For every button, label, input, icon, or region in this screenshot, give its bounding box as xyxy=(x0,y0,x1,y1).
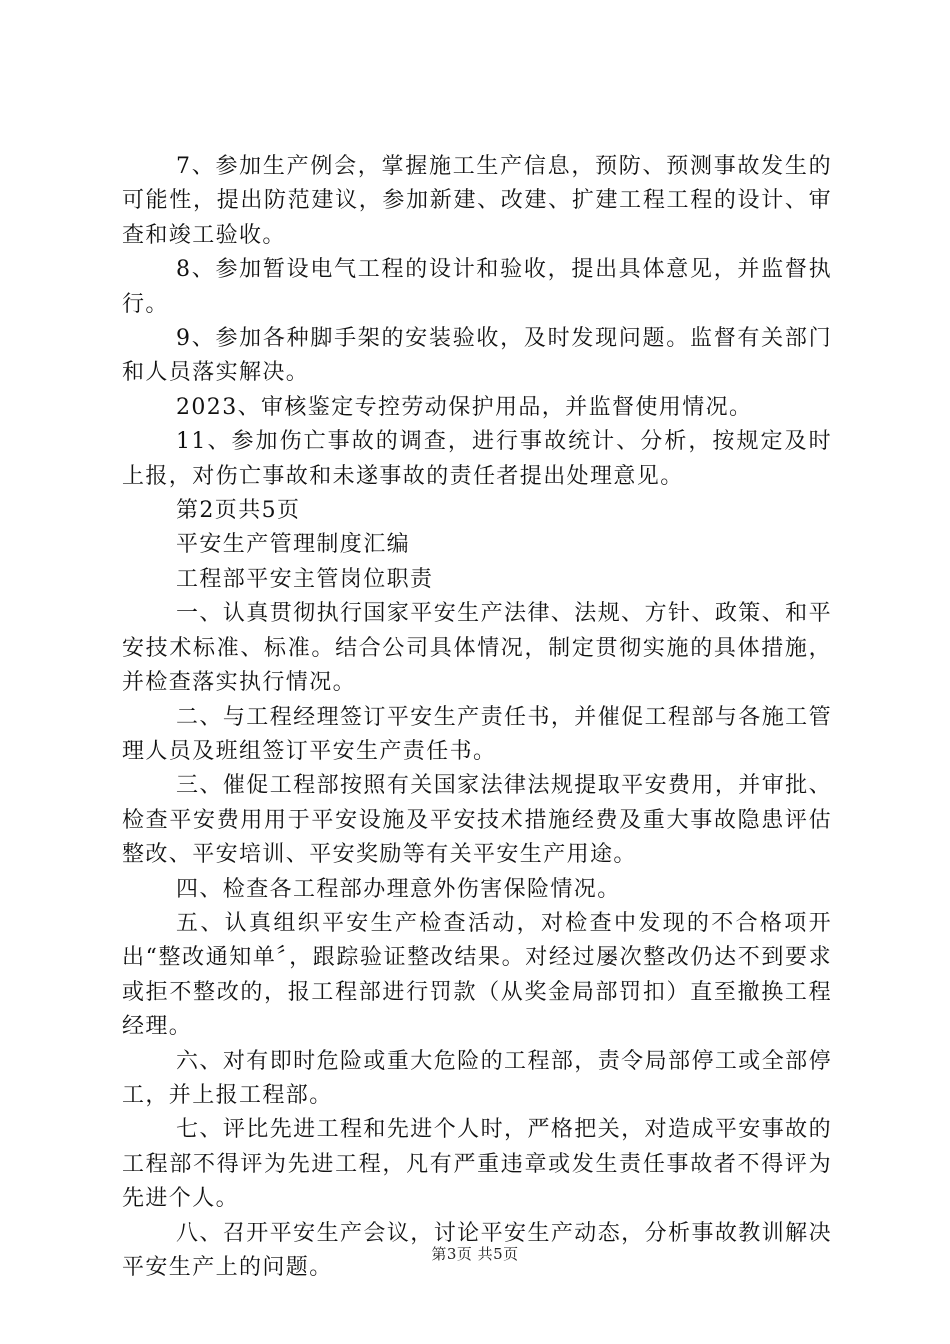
paragraph-item-7: 7、参加生产例会，掌握施工生产信息，预防、预测事故发生的可能性，提出防范建议，参加新建、改建、扩建工程工程的设计、审查和竣工验收。 xyxy=(122,154,832,248)
section-title: 平安生产管理制度汇编 xyxy=(176,532,411,558)
paragraph-item-11: 11、参加伤亡事故的调查，进行事故统计、分析，按规定及时上报，对伤亡事故和未遂事故的责任者提出处理意见。 xyxy=(122,429,832,489)
duty-item-7: 七、评比先进工程和先进个人时，严格把关，对造成平安事故的工程部不得评为先进工程，凡有严重违章或发生责任事故者不得评为先进个人。 xyxy=(122,1117,832,1212)
paragraph-item-10: 2023、审核鉴定专控劳动保护用品，并监督使用情况。 xyxy=(176,394,753,420)
duty-item-8: 八、召开平安生产会议，讨论平安生产动态，分析事故教训解决平安生产上的问题。 xyxy=(122,1220,832,1280)
page-footer: 第3页 共5页 xyxy=(431,1245,519,1263)
document-body xyxy=(122,150,832,1285)
duty-item-4: 四、检查各工程部办理意外伤害保险情况。 xyxy=(176,876,621,902)
duty-item-5: 五、认真组织平安生产检查活动，对检查中发现的不合格项开出“整改通知单〞，跟踪验证整改结果。对经过屡次整改仍达不到要求或拒不整改的，报工程部进行罚款（从奖金局部罚扣）直至撤换工程经理。 xyxy=(122,910,832,1040)
duty-item-3: 三、催促工程部按照有关国家法律法规提取平安费用，并审批、检查平安费用用于平安设施及平安技术措施经费及重大事故隐患评估整改、平安培训、平安奖励等有关平安生产用途。 xyxy=(122,773,832,868)
inline-page-marker: 第2页共5页 xyxy=(176,498,301,524)
paragraph-item-8: 8、参加暂设电气工程的设计和验收，提出具体意见，并监督执行。 xyxy=(122,257,832,317)
duty-item-2: 二、与工程经理签订平安生产责任书，并催促工程部与各施工管理人员及班组签订平安生产责任书。 xyxy=(122,704,832,764)
section-subtitle: 工程部平安主管岗位职责 xyxy=(176,566,434,592)
duty-item-6: 六、对有即时危险或重大危险的工程部，责令局部停工或全部停工，并上报工程部。 xyxy=(122,1048,832,1108)
paragraph-item-9: 9、参加各种脚手架的安装验收，及时发现问题。监督有关部门和人员落实解决。 xyxy=(122,326,832,386)
duty-item-1: 一、认真贯彻执行国家平安生产法律、法规、方针、政策、和平安技术标准、标准。结合公司具体情况，制定贯彻实施的具体措施，并检查落实执行情况。 xyxy=(122,601,832,696)
